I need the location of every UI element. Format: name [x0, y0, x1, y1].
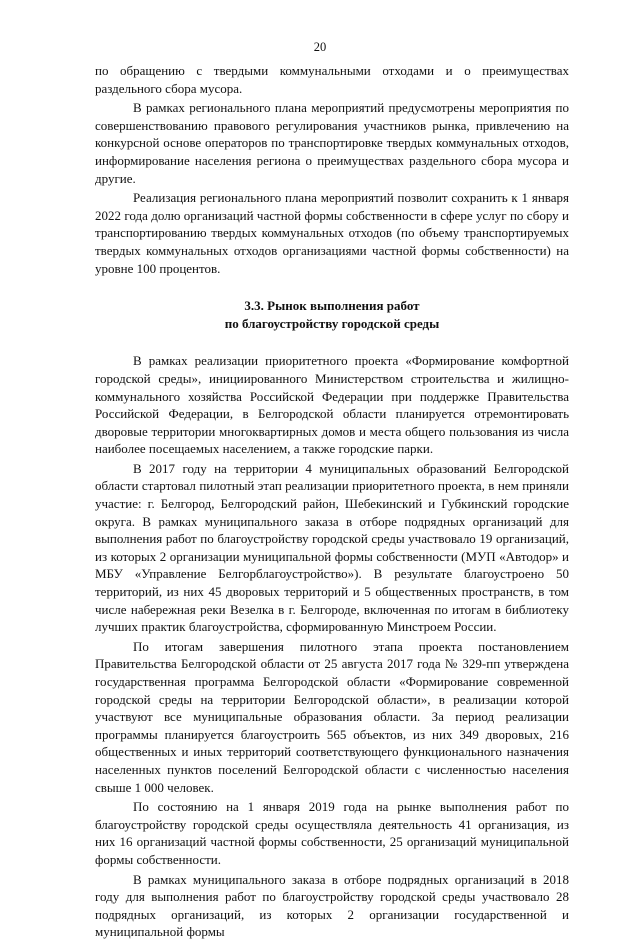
paragraph: Реализация регионального плана мероприятий позволит сохранить к 1 января 2022 года долю организаций частной формы собственности в сфере услуг по сбору и транспортированию твердых коммунальных отходов (по объему транспортируемых твердых коммунальных отходов организациями частной формы собственности) на уровне 100 процентов.	[95, 190, 569, 276]
section-heading-line2: по благоустройству городской среды	[224, 315, 440, 331]
paragraph: В рамках муниципального заказа в отборе подрядных организаций в 2018 году для выполнения работ по благоустройству городской среды участвовало 28 подрядных организаций, из которых 2 организации государственной и муниципальной формы	[95, 871, 569, 940]
section-heading	[95, 297, 569, 332]
paragraph: по обращению с твердыми коммунальными отходами и о преимуществах раздельного сбора мусора.	[95, 63, 569, 96]
document-body	[95, 62, 569, 941]
section-heading-line1: 3.3. Рынок выполнения работ	[244, 298, 420, 314]
paragraph: В 2017 году на территории 4 муниципальных образований Белгородской области стартовал пилотный этап реализации приоритетного проекта, в нем приняли участие: г. Белгород, Белгородский район, Шебекинский и Губкинский городские округа. В рамках муниципального заказа в отборе подрядных организаций для выполнения работ по благоустройству городской среды участвовало 19 организаций, из которых 2 организации муниципальной формы собственности (МУП «Автодор» и МБУ «Управление Белгорблагоустройство»). В результате благоустроено 50 территорий, из них 45 дворовых территорий и 5 общественных пространств, в том числе набережная реки Везелка в г. Белгороде, включенная по итогам в библиотеку лучших практик благоустройства, сформированную Минстроем России.	[95, 460, 569, 635]
paragraph: По итогам завершения пилотного этапа проекта постановлением Правительства Белгородской области от 25 августа 2017 года № 329-пп утверждена государственная программа Белгородской области «Формирование современной городской среды на территории Белгородской области», в реализации которой участвуют все муниципальные образования области. За период реализации программы планируется благоустроить 565 объектов, из них 349 дворовых, 216 общественных и иных территорий соответствующего функционального назначения населенных пунктов поселений Белгородской области с численностью населения свыше 1 000 человек.	[95, 638, 569, 795]
paragraph: По состоянию на 1 января 2019 года на рынке выполнения работ по благоустройству городской среды осуществляла деятельность 41 организация, из них 16 организаций частной формы собственности, 25 организаций муниципальной формы собственности.	[95, 799, 569, 867]
paragraph: В рамках реализации приоритетного проекта «Формирование комфортной городской среды», инициированного Министерством строительства и жилищно-коммунального хозяйства Российской Федерации при поддержке Правительства Российской Федерации, в Белгородской области планируется отремонтировать дворовые территории многоквартирных домов и места общего пользования из числа наиболее посещаемых населением, а также городские парки.	[95, 353, 569, 457]
page-number: 20	[313, 40, 327, 54]
paragraph: В рамках регионального плана мероприятий предусмотрены мероприятия по совершенствованию правового регулирования участников рынка, привлечению на конкурсной основе операторов по транспортировке твердых коммунальных отходов, информирование населения региона о преимуществах раздельного сбора мусора и другие.	[95, 100, 569, 186]
